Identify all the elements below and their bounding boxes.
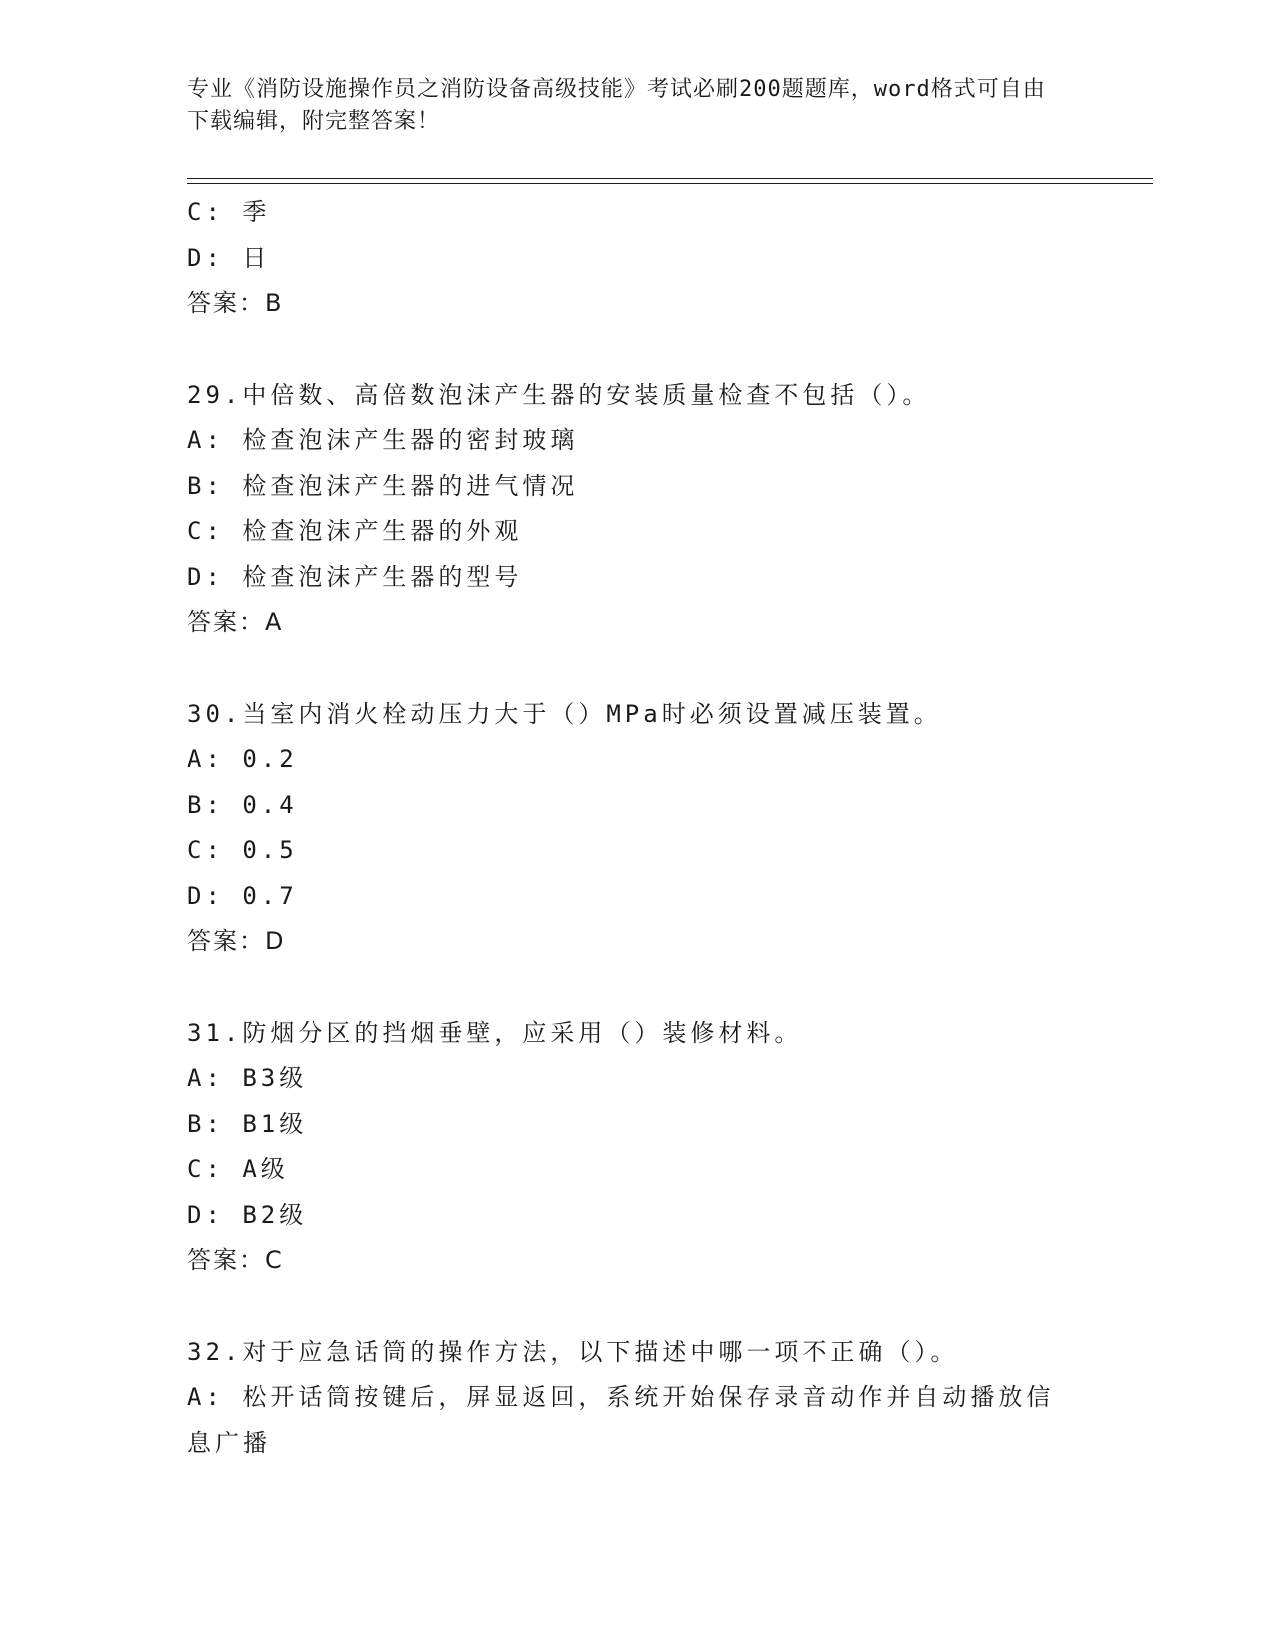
option-a: A: 检查泡沫产生器的密封玻璃 [187, 426, 579, 454]
option-d: D: 检查泡沫产生器的型号 [187, 562, 523, 591]
question-stem: 32.对于应急话筒的操作方法，以下描述中哪一项不正确（）。 [187, 1337, 959, 1366]
question-stem: 29.中倍数、高倍数泡沫产生器的安装质量检查不包括（）。 [187, 380, 931, 409]
question-stem: 31.防烟分区的挡烟垂壁，应采用（）装修材料。 [187, 1018, 803, 1047]
option-a: A: 松开话筒按键后，屏显返回，系统开始保存录音动作并自动播放信息广播 [187, 1383, 1055, 1457]
question-list [187, 190, 1087, 1466]
option-b: B: 0.4 [187, 790, 298, 819]
header-rule-bottom [187, 183, 1153, 184]
option-a: A: 0.2 [187, 745, 298, 773]
answer: 答案：A [187, 608, 284, 636]
option-d: D: 日 [187, 243, 271, 272]
option-a: A: B3级 [187, 1064, 308, 1092]
option-c: C: 0.5 [187, 836, 298, 864]
answer: 答案：D [187, 927, 286, 955]
header-rule-top [187, 178, 1153, 179]
option-b: B: 检查泡沫产生器的进气情况 [187, 471, 579, 500]
document-header: 专业《消防设施操作员之消防设备高级技能》考试必刷200题题库，word格式可自由下载编辑，附完整答案！ [187, 77, 1046, 134]
question-stem: 30.当室内消火栓动压力大于（）MPa时必须设置减压装置。 [187, 699, 942, 728]
option-c: C: 季 [187, 198, 271, 226]
answer: 答案：B [187, 289, 284, 317]
option-b: B: B1级 [187, 1109, 308, 1138]
answer: 答案：C [187, 1246, 284, 1274]
option-c: C: A级 [187, 1155, 289, 1183]
option-c: C: 检查泡沫产生器的外观 [187, 517, 523, 545]
option-d: D: 0.7 [187, 881, 298, 910]
option-d: D: B2级 [187, 1200, 308, 1229]
